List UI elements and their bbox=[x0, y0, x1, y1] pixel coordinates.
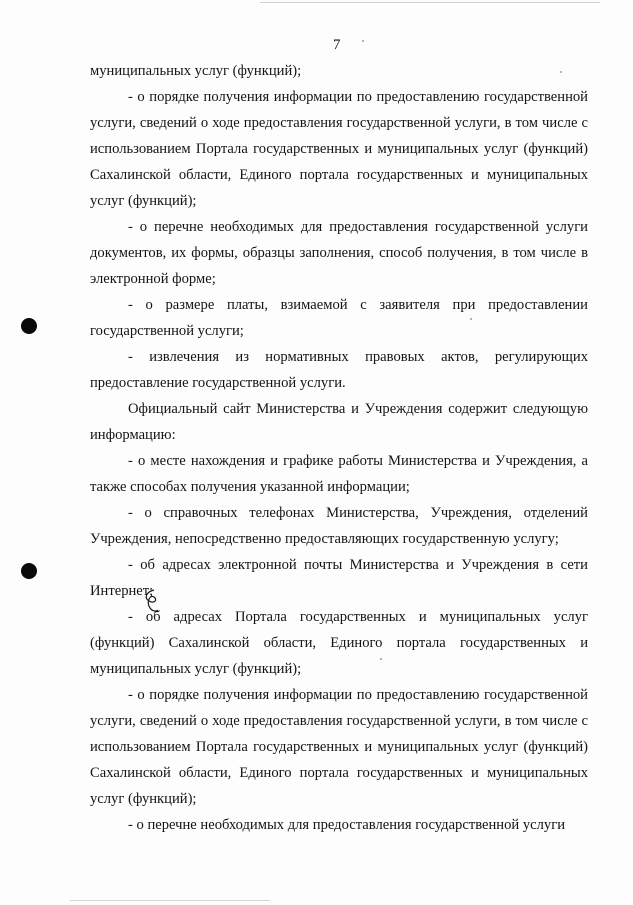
paragraph: - о перечне необходимых для предоставления государственной услуги документов, их формы, образцы заполнения, способ получения, в том числе в электронной форме; bbox=[90, 219, 588, 287]
punch-hole-icon bbox=[21, 563, 37, 579]
paragraph: - о месте нахождения и графике работы Министерства и Учреждения, а также способах получения указанной информации; bbox=[90, 453, 588, 495]
paragraph: - извлечения из нормативных правовых актов, регулирующих предоставление государственной услуги. bbox=[90, 349, 588, 391]
page-number: 7 bbox=[333, 37, 341, 53]
paragraph: Официальный сайт Министерства и Учреждения содержит следующую информацию: bbox=[90, 401, 588, 443]
punch-hole-icon bbox=[21, 318, 37, 334]
paragraph: муниципальных услуг (функций); bbox=[90, 63, 302, 79]
paragraph: - о справочных телефонах Министерства, Учреждения, отделений Учреждения, непосредственно предоставляющих государственную услугу; bbox=[90, 505, 588, 547]
paragraph: - о порядке получения информации по предоставлению государственной услуги, сведений о ходе предоставления государственной услуги, в том числе с использованием Портала государственных и муниципальных услуг (функций) Сахалинской области, Единого портала государственных и муниципальных услуг (функций); bbox=[90, 687, 588, 807]
scan-edge-bottom bbox=[70, 900, 270, 901]
document-body bbox=[90, 58, 588, 838]
scan-edge-top bbox=[260, 2, 600, 3]
paragraph: - о порядке получения информации по предоставлению государственной услуги, сведений о ходе предоставления государственной услуги, в том числе с использованием Портала государственных и муниципальных услуг (функций) Сахалинской области, Единого портала государственных и муниципальных услуг (функций); bbox=[90, 89, 588, 209]
paragraph: - об адресах Портала государственных и муниципальных услуг (функций) Сахалинской области, Единого портала государственных и муниципальных услуг (функций); bbox=[90, 609, 588, 677]
paragraph: - об адресах электронной почты Министерства и Учреждения в сети Интернет; bbox=[90, 557, 588, 599]
paragraph: - о перечне необходимых для предоставления государственной услуги bbox=[128, 817, 566, 833]
paragraph: - о размере платы, взимаемой с заявителя при предоставлении государственной услуги; bbox=[90, 297, 588, 339]
scan-speck bbox=[362, 40, 364, 42]
